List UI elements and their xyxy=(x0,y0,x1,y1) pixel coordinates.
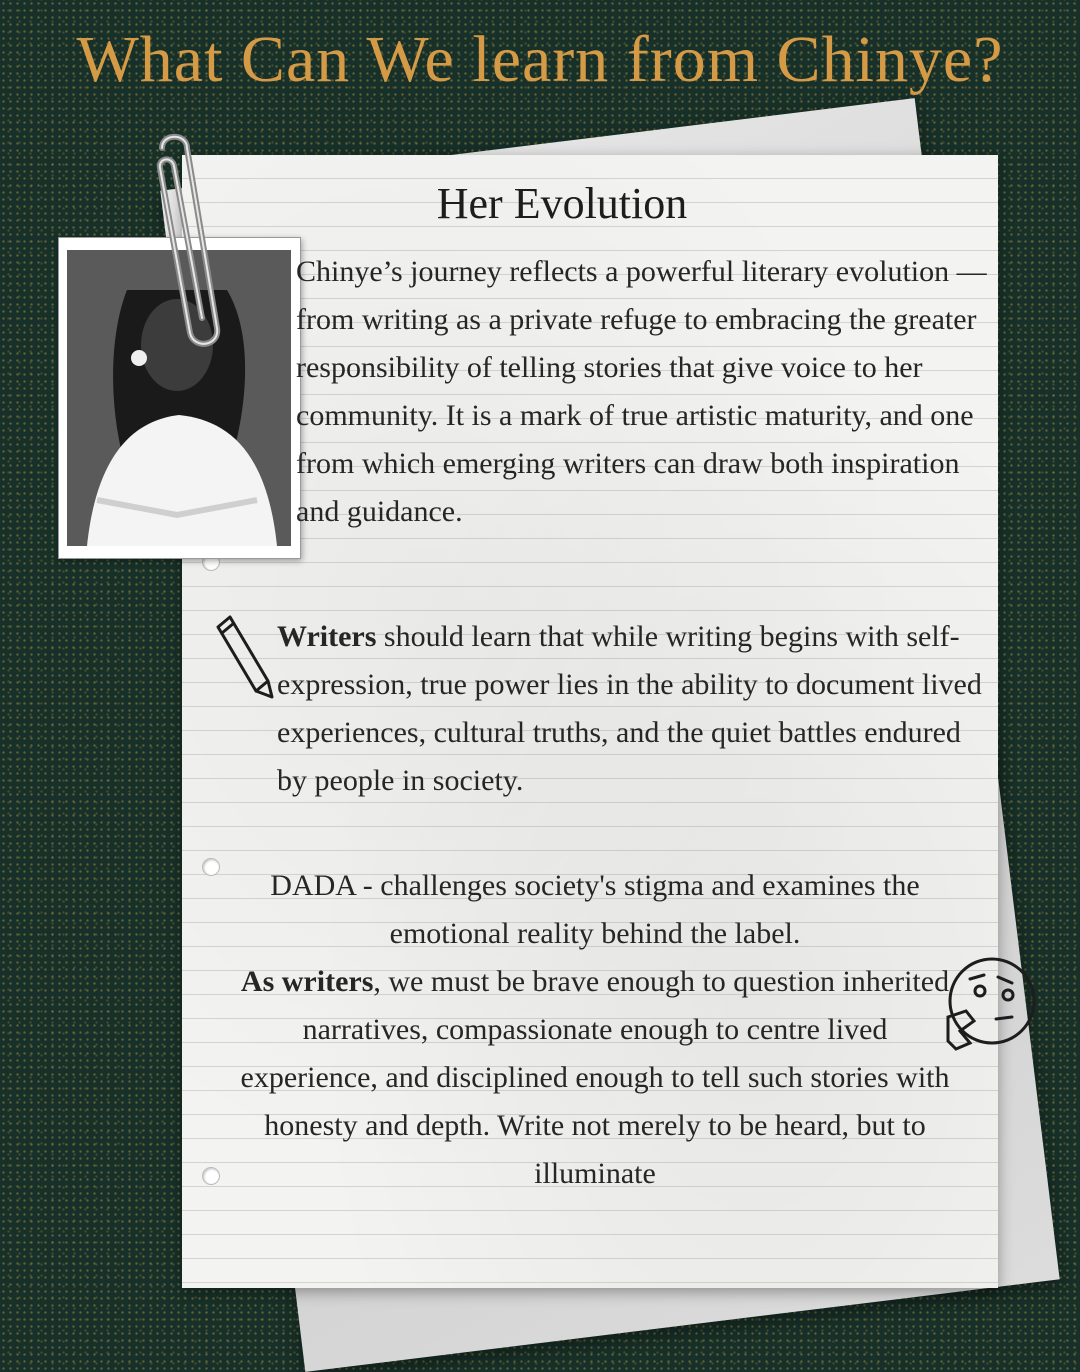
as-writers-rest: , we must be brave enough to question inherited narratives, compassionate enough to centre lived experience, and disciplined enough to tell such stories with honesty and depth. Write not merely to be heard, but to illuminate xyxy=(240,965,950,1190)
writers-rest: should learn that while writing begins with self-expression, true power lies in the ability to document lived experiences, cultural truths, and the quiet battles endured by people in society. xyxy=(277,620,982,797)
pencil-icon xyxy=(210,613,280,703)
punch-hole xyxy=(202,858,220,876)
paperclip-icon xyxy=(132,128,242,348)
paragraph-as-writers xyxy=(240,958,950,1198)
as-writers-lead: As writers xyxy=(240,965,374,998)
punch-hole xyxy=(202,1167,220,1185)
thinking-face-icon xyxy=(940,955,1040,1055)
page-title: What Can We learn from Chinye? xyxy=(76,23,1004,96)
section-heading: Her Evolution xyxy=(436,179,688,228)
writers-lead: Writers xyxy=(277,620,377,653)
paragraph-writers xyxy=(277,613,987,805)
paragraph-dada: DADA - challenges society's stigma and examines the emotional reality behind the label. xyxy=(270,869,920,950)
paragraph-evolution: Chinye’s journey reflects a powerful literary evolution — from writing as a private refuge to embracing the greater responsibility of telling stories that give voice to her community. It is a mark of true artistic maturity, and one from which emerging writers can draw both inspiration and guidance. xyxy=(296,255,987,528)
